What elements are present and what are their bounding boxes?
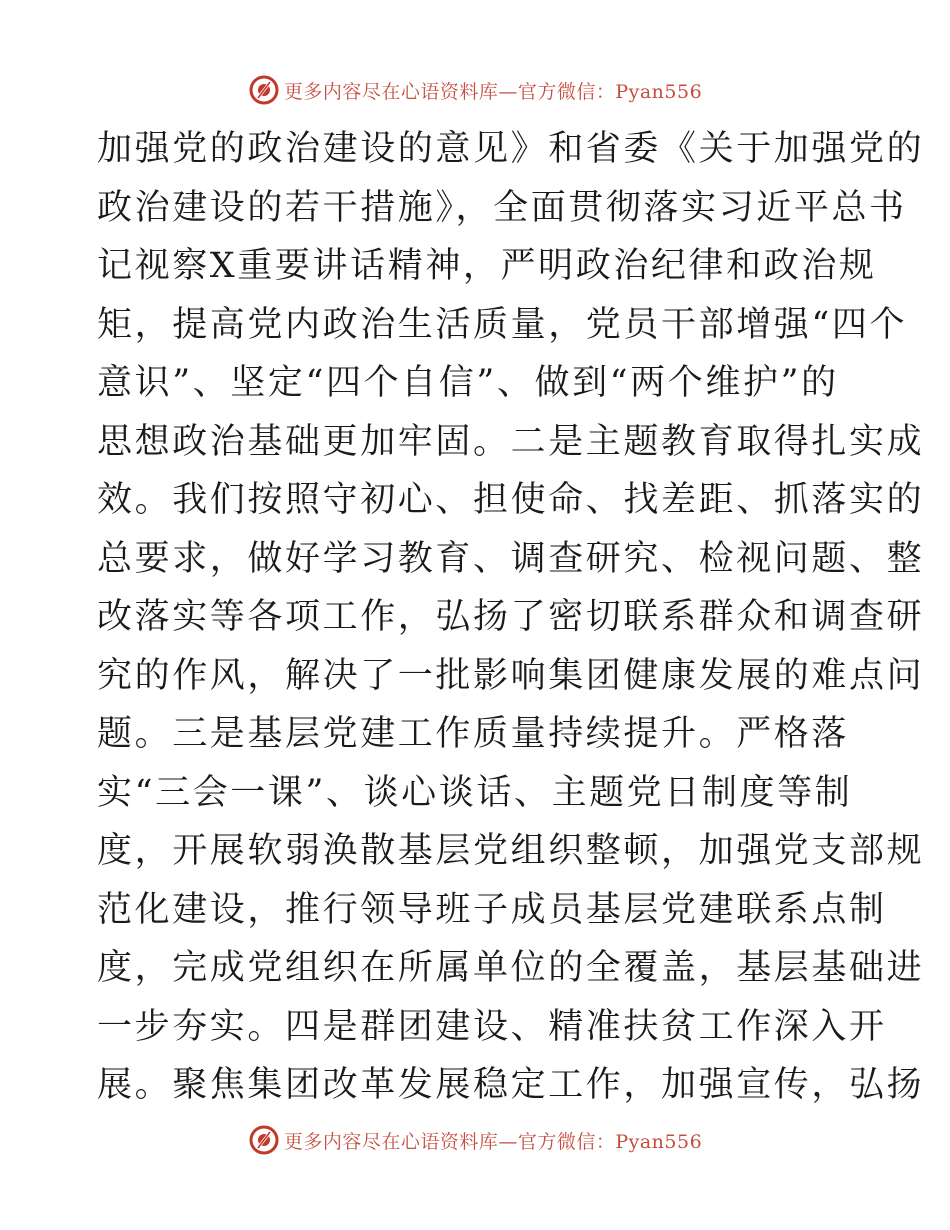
text-line: 效。我们按照守初心、担使命、找差距、抓落实的 — [97, 480, 925, 520]
text-line: 一步夯实。四是群团建设、精准扶贫工作深入开 — [97, 1006, 887, 1047]
text-line: 意识”、坚定“四个自信”、做到“两个维护”的 — [97, 363, 839, 403]
banner-text: 更多内容尽在心语资料库—官方微信：Pyan556 — [283, 80, 703, 103]
text-line: 改落实等各项工作，弘扬了密切联系群众和调查研 — [97, 597, 925, 637]
footer-banner — [0, 1120, 950, 1160]
logo-icon — [248, 74, 280, 106]
text-line: 加强党的政治建设的意见》和省委《关于加强党的 — [97, 129, 925, 169]
text-line: 记视察X重要讲话精神，严明政治纪律和政治规 — [97, 246, 877, 286]
text-line: 究的作风，解决了一批影响集团健康发展的难点问 — [97, 655, 925, 696]
text-line: 度，完成党组织在所属单位的全覆盖，基层基础进 — [97, 948, 925, 988]
text-line: 政治建设的若干措施》，全面贯彻落实习近平总书 — [97, 187, 907, 228]
text-line: 思想政治基础更加牢固。二是主题教育取得扎实成 — [97, 421, 925, 462]
text-line: 矩，提高党内政治生活质量，党员干部增强“四个 — [97, 304, 908, 345]
banner-text: 更多内容尽在心语资料库—官方微信：Pyan556 — [283, 1130, 703, 1153]
text-line: 题。三是基层党建工作质量持续提升。严格落 — [97, 714, 850, 754]
text-line: 范化建设，推行领导班子成员基层党建联系点制 — [97, 889, 887, 930]
text-line: 展。聚焦集团改革发展稳定工作，加强宣传，弘扬 — [97, 1065, 925, 1105]
document-body — [97, 120, 925, 1115]
header-banner — [0, 70, 950, 110]
logo-icon — [248, 1124, 280, 1156]
text-line: 总要求，做好学习教育、调查研究、检视问题、整 — [97, 538, 925, 579]
text-line: 度，开展软弱涣散基层党组织整顿，加强党支部规 — [97, 831, 925, 871]
text-line: 实“三会一课”、谈心谈话、主题党日制度等制 — [97, 772, 853, 813]
